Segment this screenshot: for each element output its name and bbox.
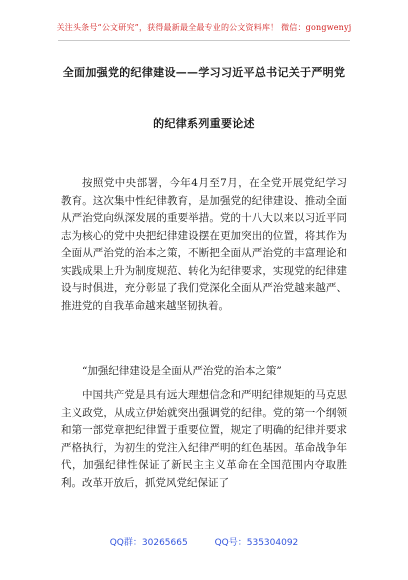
footer-qq-number: QQ号：535304092 <box>214 538 299 548</box>
document-title-line-1: 全面加强党的纪律建设——学习习近平总书记关于严明党 <box>62 66 346 79</box>
header-divider <box>58 40 350 41</box>
document-title-line-2: 的纪律系列重要论述 <box>153 117 255 130</box>
section-subheading: “加强纪律建设是全面从严治党的治本之策” <box>82 365 282 377</box>
body-paragraph-1: 按照党中央部署，今年4月至7月，在全党开展党纪学习教育。这次集中性纪律教育，是加强党的纪律建设、推动全面从严治党向纵深发展的重要举措。党的十八大以来以习近平同志为核心的党中央把纪律建设摆在更加突出的位置，将其作为全面从严治党的治本之策，不断把全面从严治党的丰富理论和实践成果上升为制度规范、转化为纪律要求，实现党的纪律建设与时俱进，充分彰显了我们党深化全面从严治党越来越严、推进党的自我革命越来越坚韧执着。 <box>61 177 347 312</box>
footer-qq-group: QQ群：30265665 <box>109 538 188 548</box>
footer-contact <box>0 535 408 548</box>
header-promo-note: 关注头条号“公文研究”，获得最新最全最专业的公文资料库！ 微信：gongwenyj <box>56 23 352 32</box>
body-paragraph-2: 中国共产党是具有远大理想信念和严明纪律规矩的马克思主义政党，从成立伊始就突出强调党的纪律。党的第一个纲领和第一部党章把纪律置于重要位置，规定了明确的纪律并要求严格执行，为初生的党注入纪律严明的红色基因。革命战争年代，加强纪律性保证了新民主主义革命在全国范围内夺取胜利。改革开放后，抓党风党纪保证了 <box>61 389 347 489</box>
